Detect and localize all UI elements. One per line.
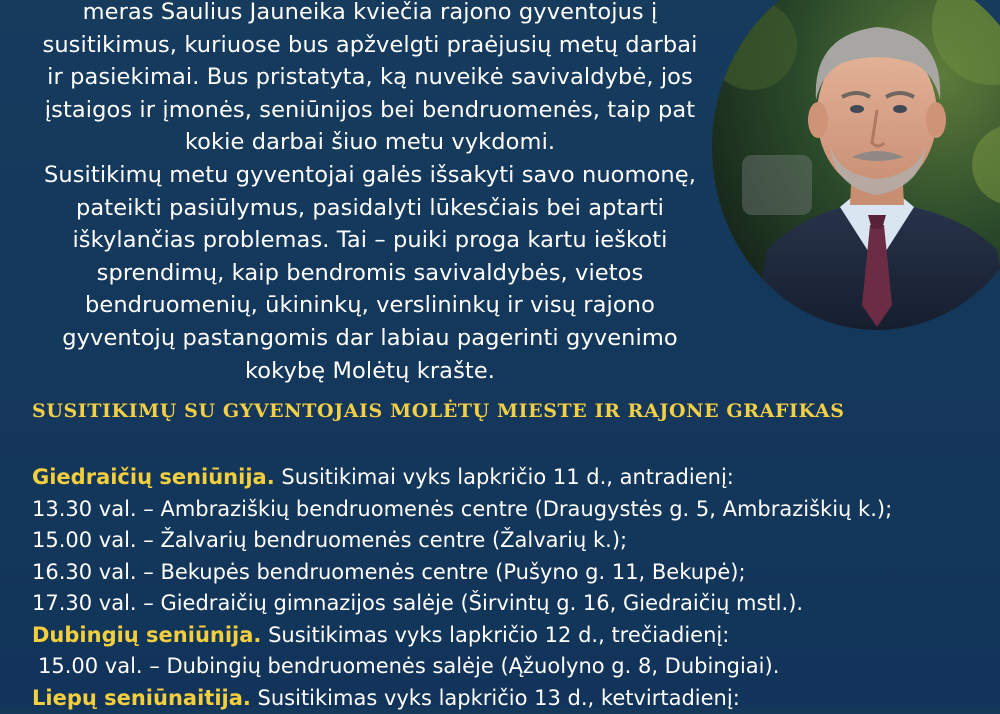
- intro-line: įstaigos ir įmonės, seniūnijos bei bendruomenės, taip pat: [14, 94, 726, 127]
- intro-line: pateikti pasiūlymus, pasidalyti lūkesčiais bei aptarti: [14, 192, 726, 225]
- intro-text: [14, 0, 726, 387]
- intro-line: ir pasiekimai. Bus pristatyta, ką nuveikė savivaldybė, jos: [14, 61, 726, 94]
- intro-line: sprendimų, kaip bendromis savivaldybės, vietos: [14, 257, 726, 290]
- schedule-item: 17.30 val. – Giedraičių gimnazijos salėje (Širvintų g. 16, Giedraičių mstl.).: [32, 588, 992, 620]
- intro-line: gyventojų pastangomis dar labiau pagerinti gyvenimo: [14, 322, 726, 355]
- schedule-item: 13.30 val. – Ambraziškių bendruomenės centre (Draugystės g. 5, Ambraziškių k.);: [32, 494, 992, 526]
- ward-note: Susitikimai vyks lapkričio 11 d., antradienį:: [275, 465, 734, 489]
- intro-line: Susitikimų metu gyventojai galės išsakyti savo nuomonę,: [14, 159, 726, 192]
- ward-name: Liepų seniūnaitija.: [32, 686, 251, 710]
- portrait-illustration: [712, 0, 1000, 330]
- ward-heading: [32, 620, 992, 652]
- schedule-item: 16.30 val. – Bekupės bendruomenės centre (Pušyno g. 11, Bekupė);: [32, 557, 992, 589]
- intro-line: kokie darbai šiuo metu vykdomi.: [14, 126, 726, 159]
- schedule-list: [32, 462, 992, 714]
- intro-line: bendruomenių, ūkininkų, verslininkų ir visų rajono: [14, 289, 726, 322]
- intro-line: iškylančias problemas. Tai – puiki proga kartu ieškoti: [14, 224, 726, 257]
- intro-line: susitikimus, kuriuose bus apžvelgti praėjusių metų darbai: [14, 29, 726, 62]
- ward-note: Susitikimas vyks lapkričio 12 d., trečiadienį:: [261, 623, 729, 647]
- schedule-item: 15.00 val. – Dubingių bendruomenės salėje (Ąžuolyno g. 8, Dubingiai).: [32, 651, 992, 683]
- ward-heading: [32, 683, 992, 714]
- intro-line: meras Saulius Jauneika kviečia rajono gyventojus į: [14, 0, 726, 29]
- ward-name: Dubingių seniūnija.: [32, 623, 261, 647]
- mayor-portrait-photo: [712, 0, 1000, 330]
- ward-note: Susitikimas vyks lapkričio 13 d., ketvirtadienį:: [251, 686, 740, 710]
- schedule-item: 15.00 val. – Žalvarių bendruomenės centre (Žalvarių k.);: [32, 525, 992, 557]
- ward-name: Giedraičių seniūnija.: [32, 465, 275, 489]
- ward-heading: [32, 462, 992, 494]
- intro-line: kokybę Molėtų krašte.: [14, 355, 726, 388]
- schedule-title: SUSITIKIMŲ SU GYVENTOJAIS MOLĖTŲ MIESTE IR RAJONE GRAFIKAS: [32, 400, 932, 422]
